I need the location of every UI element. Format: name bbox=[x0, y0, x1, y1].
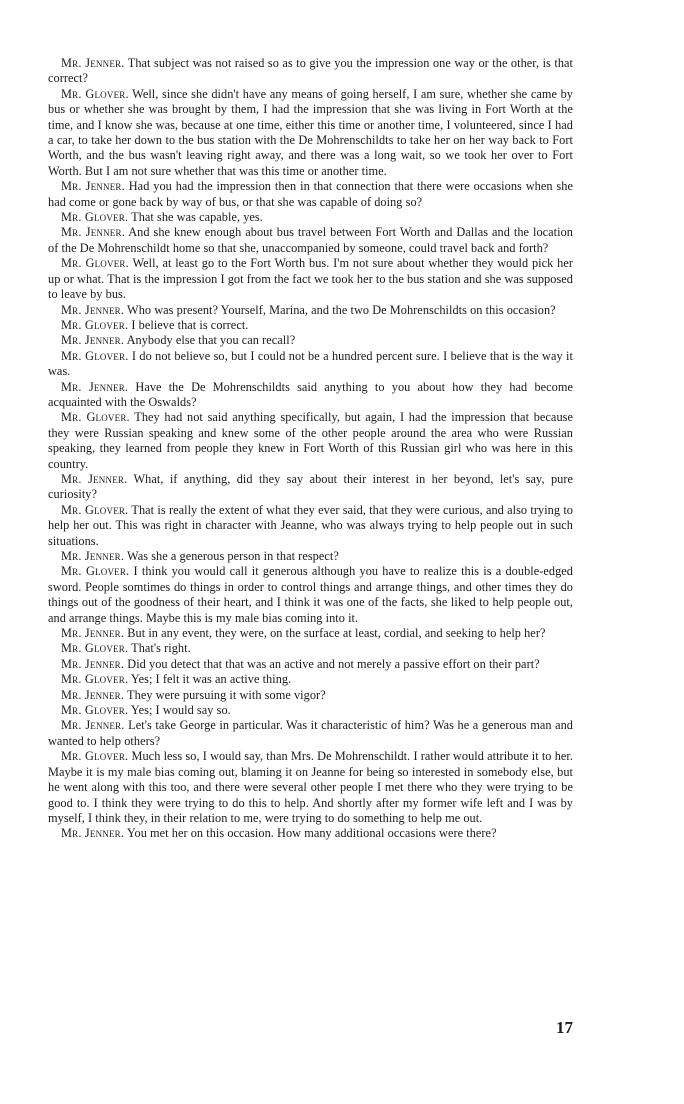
speaker-name: Mr. Jenner. bbox=[61, 471, 128, 486]
testimony-paragraph bbox=[48, 256, 573, 302]
testimony-paragraph bbox=[48, 472, 573, 503]
speaker-name: Mr. Jenner. bbox=[61, 626, 125, 641]
speaker-name: Mr. Jenner. bbox=[61, 826, 125, 841]
testimony-text: Let's take George in particular. Was it characteristic of him? Was he a generous man and wanted to help others? bbox=[48, 718, 573, 748]
testimony-text: I believe that is correct. bbox=[128, 317, 249, 332]
testimony-text: Had you had the impression then in that connection that there were occasions when she had come or gone back by way of bus, or that she was capable of doing so? bbox=[48, 179, 573, 209]
testimony-paragraph bbox=[48, 672, 573, 687]
testimony-paragraph bbox=[48, 749, 573, 826]
testimony-text: They were pursuing it with some vigor? bbox=[124, 687, 326, 702]
testimony-paragraph bbox=[48, 641, 573, 656]
testimony-text: You met her on this occasion. How many additional occasions were there? bbox=[124, 826, 497, 841]
speaker-name: Mr. Glover. bbox=[61, 672, 129, 687]
speaker-name: Mr. Glover. bbox=[61, 564, 130, 579]
testimony-paragraph bbox=[48, 626, 573, 641]
testimony-text: What, if anything, did they say about their interest in her beyond, let's say, pure curiosity? bbox=[48, 471, 573, 502]
testimony-paragraph bbox=[48, 210, 573, 225]
speaker-name: Mr. Jenner. bbox=[61, 56, 125, 70]
testimony-paragraph bbox=[48, 826, 573, 841]
testimony-paragraph bbox=[48, 549, 573, 564]
testimony-text: That is really the extent of what they ever said, that they were curious, and also trying to help her out. This was right in character with Jeanne, who was always trying to help people out in such situations. bbox=[48, 502, 573, 548]
testimony-paragraph bbox=[48, 333, 573, 348]
testimony-paragraph bbox=[48, 688, 573, 703]
speaker-name: Mr. Jenner. bbox=[61, 225, 125, 240]
testimony-text: Did you detect that that was an active and not merely a passive effort on their part? bbox=[124, 656, 540, 671]
testimony-paragraph bbox=[48, 56, 573, 87]
speaker-name: Mr. Glover. bbox=[61, 256, 129, 271]
speaker-name: Mr. Jenner. bbox=[61, 687, 125, 702]
speaker-name: Mr. Jenner. bbox=[61, 379, 129, 394]
testimony-paragraph bbox=[48, 564, 573, 626]
speaker-name: Mr. Jenner. bbox=[61, 549, 125, 563]
testimony-paragraph bbox=[48, 303, 573, 318]
speaker-name: Mr. Glover. bbox=[61, 317, 129, 332]
testimony-text: I do not believe so, but I could not be a hundred percent sure. I believe that is the way it was. bbox=[48, 348, 573, 379]
speaker-name: Mr. Glover. bbox=[61, 703, 129, 718]
testimony-text: Anybody else that you can recall? bbox=[124, 333, 296, 348]
speaker-name: Mr. Jenner. bbox=[61, 656, 125, 671]
speaker-name: Mr. Glover. bbox=[61, 410, 130, 425]
speaker-name: Mr. Glover. bbox=[61, 502, 129, 517]
testimony-text: That's right. bbox=[128, 641, 191, 656]
testimony-paragraph bbox=[48, 657, 573, 672]
testimony-text: Much less so, I would say, than Mrs. De Mohrenschildt. I rather would attribute it to her. Maybe it is my male bias coming out, blaming it on Jeanne for being so interested in somebody else, but he went along with this too, and there were several other people I met there who they were trying to be good to. I think they were trying to do this to help. And shortly after my former wife left and I was by myself, I think they, in their relation to me, were trying to do something to help me out. bbox=[48, 749, 573, 825]
speaker-name: Mr. Glover. bbox=[61, 86, 129, 101]
speaker-name: Mr. Jenner. bbox=[61, 179, 125, 194]
testimony-paragraph bbox=[48, 87, 573, 179]
testimony-paragraph bbox=[48, 503, 573, 549]
testimony-text: Was she a generous person in that respect? bbox=[124, 549, 339, 563]
testimony-text: But in any event, they were, on the surface at least, cordial, and seeking to help her? bbox=[124, 626, 546, 641]
page-number: 17 bbox=[556, 1018, 573, 1037]
testimony-text: Well, at least go to the Fort Worth bus. I'm not sure about whether they would pick her up or what. That is the impression I got from the fact we took her to the bus station and she was supposed to leave by bus. bbox=[48, 256, 573, 302]
speaker-name: Mr. Jenner. bbox=[61, 718, 125, 733]
speaker-name: Mr. Jenner. bbox=[61, 302, 125, 317]
testimony-text: That she was capable, yes. bbox=[128, 210, 263, 225]
speaker-name: Mr. Glover. bbox=[61, 749, 129, 764]
speaker-name: Mr. Glover. bbox=[61, 348, 129, 363]
testimony-paragraph bbox=[48, 380, 573, 411]
testimony-paragraph bbox=[48, 349, 573, 380]
testimony-text: Yes; I felt it was an active thing. bbox=[128, 672, 292, 687]
speaker-name: Mr. Glover. bbox=[61, 210, 129, 225]
testimony-text: Well, since she didn't have any means of going herself, I am sure, whether she came by bus or whether she was brought by them, I had the impression that she was living in Fort Worth at the time, and I know she was, because at one time, either this time or another time, I volunteered, since I had a car, to take her down to the bus station with the De Mohrenschildts to take her on her way back to Fort Worth, and the bus wasn't leaving right away, and there was a long wait, so we took her over to Fort Worth. But I am not sure whether that was this time or another time. bbox=[48, 86, 573, 178]
testimony-paragraph bbox=[48, 718, 573, 749]
testimony-text: I think you would call it generous although you have to realize this is a double-edged sword. People somtimes do things in order to control things and arrange things, and other times they do things out of the goodness of their heart, and I think it was one of the facts, she liked to help people out, and arrange things. Maybe this is my male bias coming into it. bbox=[48, 564, 573, 625]
testimony-paragraph bbox=[48, 225, 573, 256]
testimony-text: They had not said anything specifically, but again, I had the impression that because they were Russian speaking and knew some of the other people around the area who were Russian speaking, they learned from people they knew in Fort Worth of this Russian girl who was here in this country. bbox=[48, 410, 573, 471]
testimony-text: Yes; I would say so. bbox=[128, 703, 231, 718]
speaker-name: Mr. Jenner. bbox=[61, 333, 125, 348]
testimony-text: Have the De Mohrenschildts said anything to you about how they had become acquainted with the Oswalds? bbox=[48, 379, 573, 409]
testimony-paragraph bbox=[48, 318, 573, 333]
testimony-text: Who was present? Yourself, Marina, and the two De Mohrenschildts on this occasion? bbox=[124, 302, 556, 317]
testimony-page bbox=[48, 56, 573, 842]
testimony-paragraph bbox=[48, 703, 573, 718]
testimony-paragraph bbox=[48, 410, 573, 472]
speaker-name: Mr. Glover. bbox=[61, 641, 129, 656]
testimony-text: And she knew enough about bus travel between Fort Worth and Dallas and the location of the De Mohrenschildt home so that she, unaccompanied by someone, could travel back and forth? bbox=[48, 225, 573, 255]
testimony-text: That subject was not raised so as to give you the impression one way or the other, is that correct? bbox=[48, 56, 573, 86]
testimony-paragraph bbox=[48, 179, 573, 210]
